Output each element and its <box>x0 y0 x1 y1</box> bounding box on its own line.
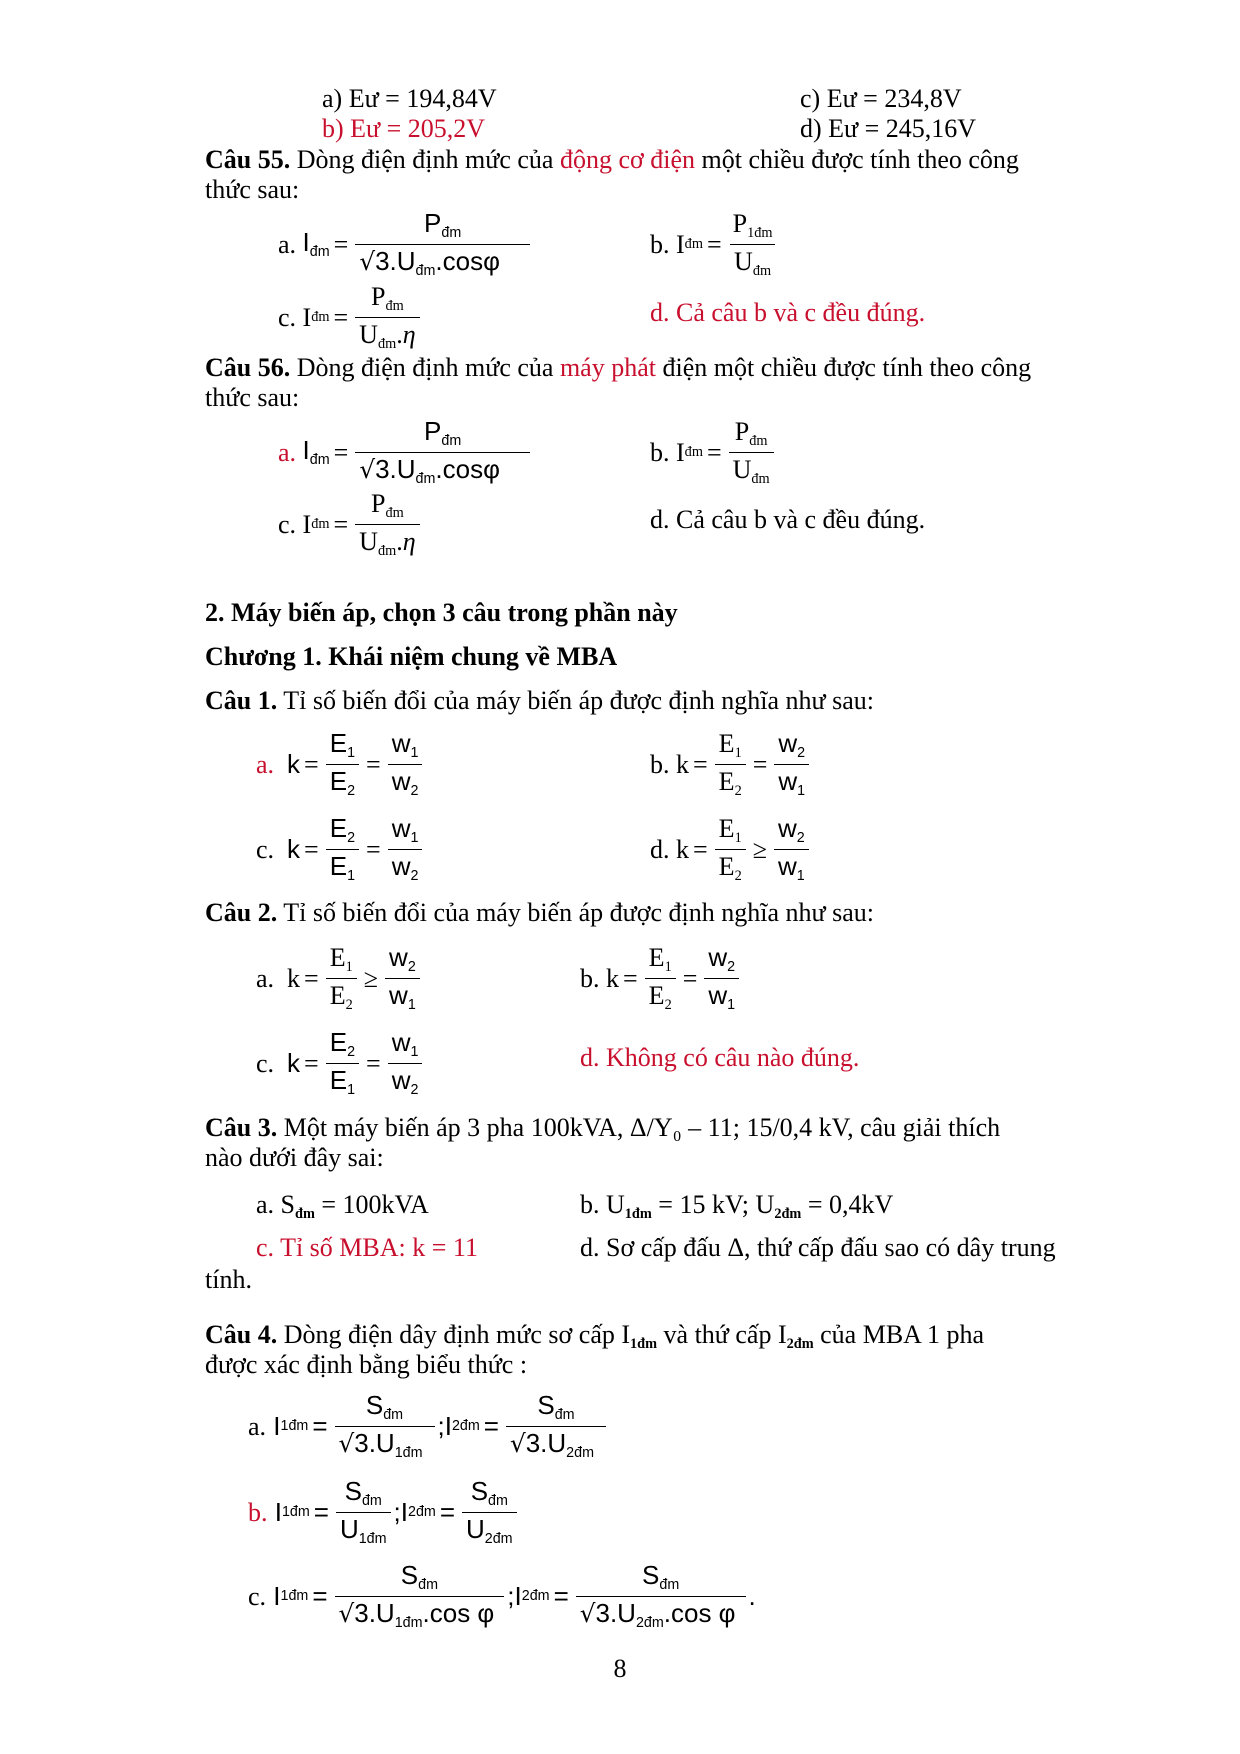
answer-a: a) Eư = 194,84V <box>322 84 497 113</box>
q56-line2: thức sau: <box>205 383 300 412</box>
q3-option-a: a. $S_{đm} = 100kVA$ <box>256 1190 429 1222</box>
q3-option-d: d. Sơ cấp đấu Δ, thứ cấp đấu sao có dây trung <box>580 1233 1056 1262</box>
q55-option-b: b. I đm = $\frac{P_{1đm}}{U_{đm}}$ <box>650 210 780 279</box>
answer-d: d) Eư = 245,16V <box>800 114 977 143</box>
q56-option-a: a. $I_{đm}$ = $\frac{P_{đm}}{√3.U_{đm}.\cos\varphi}$ <box>278 418 533 487</box>
section-title: 2. Máy biến áp, chọn 3 câu trong phần này <box>205 598 678 627</box>
q56-option-b: b. I đm = $\frac{P_{đm}}{U_{đm}}$ <box>650 418 777 487</box>
q2-option-d: d. Không có câu nào đúng. <box>580 1043 860 1072</box>
q56-highlight: máy phát <box>559 353 656 382</box>
chapter-title: Chương 1. Khái niệm chung về MBA <box>205 642 618 671</box>
answer-c: c) Eư = 234,8V <box>800 84 962 113</box>
q2-option-a: a. k = $\frac{E_1}{E_2}$ ≥ $\frac{w_2}{w_1}$ <box>256 944 423 1013</box>
q55-option-d: d. Cả câu b và c đều đúng. <box>650 298 926 327</box>
q3-option-d-cont: tính. <box>205 1265 252 1294</box>
q4-line1: Câu 4. Dòng điện dây định mức sơ cấp $I_{1đm}$ và thứ cấp $I_{2đm}$ của MBA 1 pha <box>205 1320 985 1352</box>
q56-option-d: d. Cả câu b và c đều đúng. <box>650 505 926 534</box>
q1-line1: Câu 1. Tỉ số biến đổi của máy biến áp được định nghĩa như sau: <box>205 686 874 715</box>
q3-line2: nào dưới đây sai: <box>205 1143 384 1172</box>
q3-option-b: b. $U_{1đm} = 15$ kV; $U_{2đm} = 0,4kV$ <box>580 1190 894 1222</box>
page-number: 8 <box>613 1654 627 1683</box>
q4-line2: được xác định bằng biểu thức : <box>205 1350 528 1379</box>
q2-option-c: c. k = $\frac{E_2}{E_1}$ = $\frac{w_1}{w_2}$ <box>256 1029 425 1098</box>
q3-line1: Câu 3. Một máy biến áp 3 pha 100kVA, Δ/Y₀ – 11; 15/0,4 kV, câu giải thích <box>205 1113 1001 1142</box>
q55-label: Câu 55. <box>205 145 291 174</box>
q4-option-b: b. I 1đm = $\frac{S_{đm}}{U_{1đm}}$ ;I 2đm = $\frac{S_{đm}}{U_{2đm}}$ <box>248 1478 520 1547</box>
answer-b: b) Eư = 205,2V <box>322 114 486 143</box>
q55-option-c: c. I đm = $\frac{P_{đm}}{U_{đm}.\eta}$ <box>278 283 423 352</box>
q2-line1: Câu 2. Tỉ số biến đổi của máy biến áp được định nghĩa như sau: <box>205 898 874 927</box>
q1-option-a: a. k = $\frac{E_1}{E_2}$ = $\frac{w_1}{w_2}$ <box>256 730 425 799</box>
q1-option-c: c. k = $\frac{E_2}{E_1}$ = $\frac{w_1}{w_2}$ <box>256 815 425 884</box>
q1-option-d: d. k = $\frac{E_1}{E_2}$ ≥ $\frac{w_2}{w_1}$ <box>650 815 812 884</box>
q56-line1: Câu 56. Dòng điện định mức của máy phát điện một chiều được tính theo công <box>205 353 1032 382</box>
q3-option-c: c. Tỉ số MBA: k = 11 <box>256 1233 478 1262</box>
q55-line2: thức sau: <box>205 175 300 204</box>
q55-option-a: a. $I_{đm}$ = $\frac{P_{đm}}{√3.U_{đm}.\cos\varphi}$ <box>278 210 533 279</box>
q1-option-b: b. k = $\frac{E_1}{E_2}$ = $\frac{w_2}{w_1}$ <box>650 730 812 799</box>
q56-label: Câu 56. <box>205 353 291 382</box>
q56-option-c: c. I đm = $\frac{P_{đm}}{U_{đm}.\eta}$ <box>278 490 423 559</box>
q4-option-a: a. I 1đm = $\frac{S_{đm}}{√3.U_{1đm}}$ ;I 2đm = $\frac{S_{đm}}{√3.U_{2đm}}$ <box>248 1392 609 1461</box>
q4-option-c: c. I 1đm = $\frac{S_{đm}}{√3.U_{1đm}.\cos \varphi}$ ;I 2đm = $\frac{S_{đm}}{√3.U_{2đm}.\cos \varphi}$ . <box>248 1560 756 1631</box>
q2-option-b: b. k = $\frac{E_1}{E_2}$ = $\frac{w_2}{w_1}$ <box>580 944 742 1013</box>
q55-highlight: động cơ điện <box>559 145 696 174</box>
q55-line1: Câu 55. Dòng điện định mức của động cơ điện một chiều được tính theo công <box>205 145 1019 174</box>
